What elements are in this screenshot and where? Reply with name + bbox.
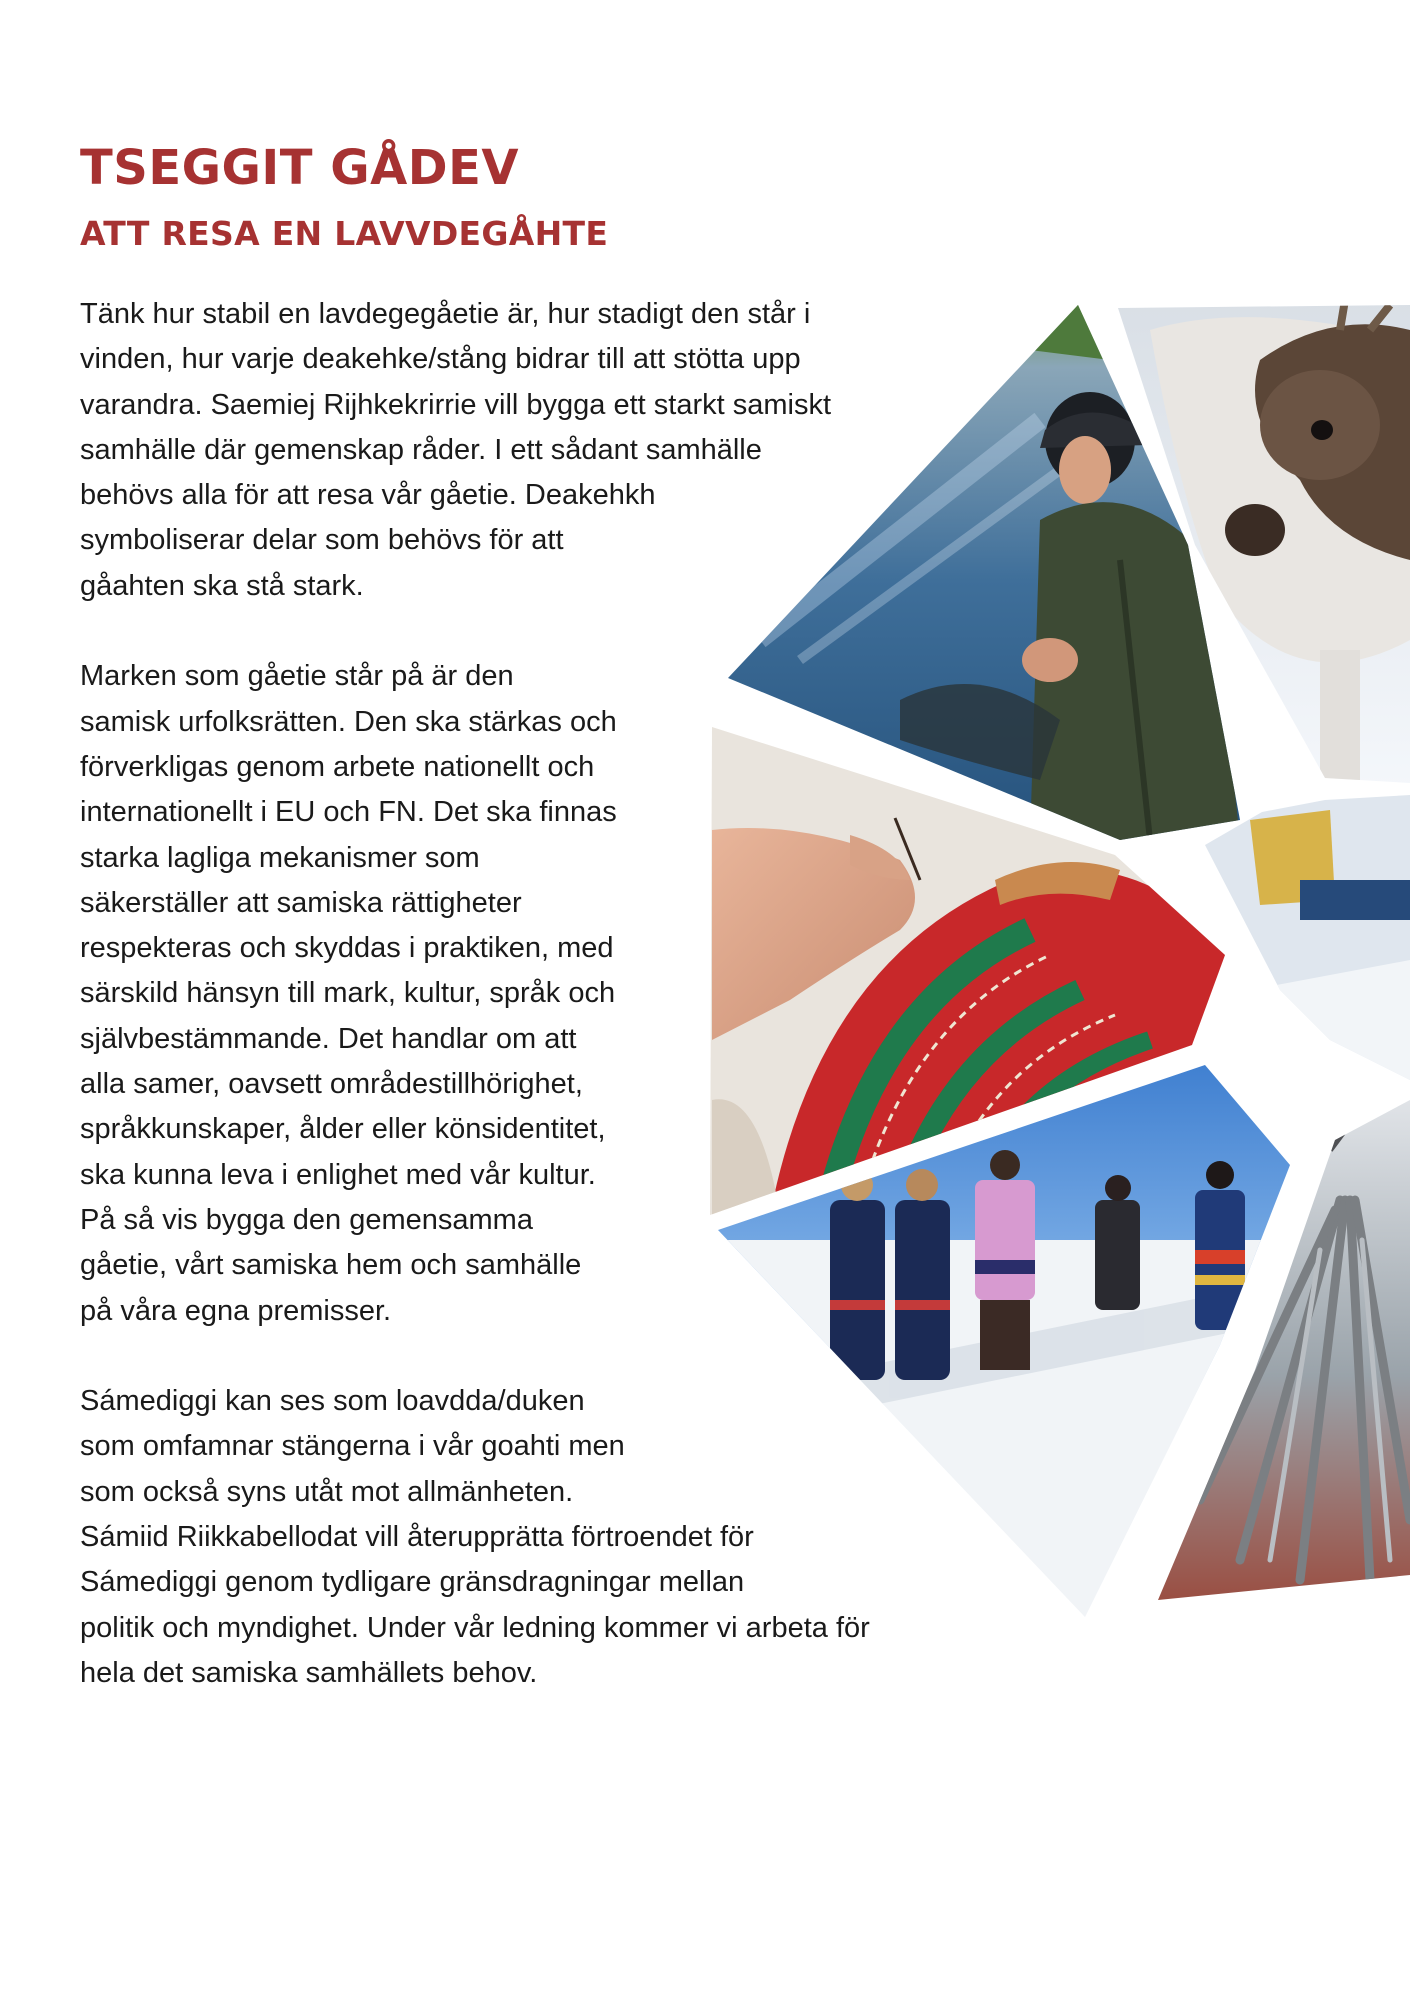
text-line: förverkligas genom arbete nationellt och (80, 750, 595, 783)
text-line: språkkunskaper, ålder eller könsidentitet, (80, 1113, 606, 1146)
text-line: Sámediggi genom tydligare gränsdragningar mellan (80, 1566, 745, 1599)
text-line: säkerställer att samiska rättigheter (80, 886, 522, 919)
text-line: på våra egna premisser. (80, 1294, 392, 1327)
text-line: gåahten ska stå stark. (80, 569, 364, 602)
text-line: Tänk hur stabil en lavdegegåetie är, hur stadigt den står i (80, 298, 811, 330)
text-line: som också syns utåt mot allmänheten. (80, 1475, 574, 1508)
text-line: hela det samiska samhällets behov. (80, 1656, 538, 1689)
text-line: Sámediggi kan ses som loavdda/duken (80, 1385, 585, 1418)
text-line: alla samer, oavsett områdestillhörighet, (80, 1068, 583, 1101)
body-text (80, 292, 1040, 1696)
text-line: självbestämmande. Det handlar om att (80, 1022, 577, 1055)
text-line: Sámiid Riikkabellodat vill återupprätta förtroendet för (80, 1521, 754, 1554)
text-line: varandra. Saemiej Rijhkekrirrie vill bygga ett starkt samiskt (80, 388, 832, 421)
text-line: starka lagliga mekanismer som (80, 841, 480, 874)
text-line: På så vis bygga den gemensamma (80, 1203, 533, 1236)
paragraph-gap (80, 609, 1040, 654)
text-line: internationellt i EU och FN. Det ska finnas (80, 796, 617, 829)
text-line: vinden, hur varje deakehke/stång bidrar till att stötta upp (80, 343, 801, 376)
page-subtitle: ATT RESA EN LAVVDEGÅHTE (80, 214, 609, 253)
paragraph-2 (80, 654, 1040, 1333)
text-line: samhälle där gemenskap råder. I ett sådant samhälle (80, 433, 762, 466)
paragraph-3 (80, 1379, 1040, 1696)
text-line: som omfamnar stängerna i vår goahti men (80, 1430, 625, 1463)
page-title: TSEGGIT GÅDEV (80, 140, 520, 196)
text-line: politik och myndighet. Under vår ledning kommer vi arbeta för (80, 1611, 870, 1644)
text-line: Marken som gåetie står på är den (80, 660, 514, 693)
text-line: symboliserar delar som behövs för att (80, 524, 564, 557)
detail-photo (1200, 790, 1410, 1090)
text-line: respekteras och skyddas i praktiken, med (80, 932, 614, 965)
paragraph-1 (80, 292, 1040, 609)
text-line: ska kunna leva i enlighet med vår kultur. (80, 1158, 596, 1191)
paragraph-gap (80, 1334, 1040, 1379)
text-line: särskild hänsyn till mark, kultur, språk och (80, 977, 616, 1010)
text-line: samisk urfolksrätten. Den ska stärkas och (80, 705, 617, 738)
text-line: gåetie, vårt samiska hem och samhälle (80, 1249, 582, 1282)
text-line: behövs alla för att resa vår gåetie. Deakehkh (80, 479, 656, 512)
